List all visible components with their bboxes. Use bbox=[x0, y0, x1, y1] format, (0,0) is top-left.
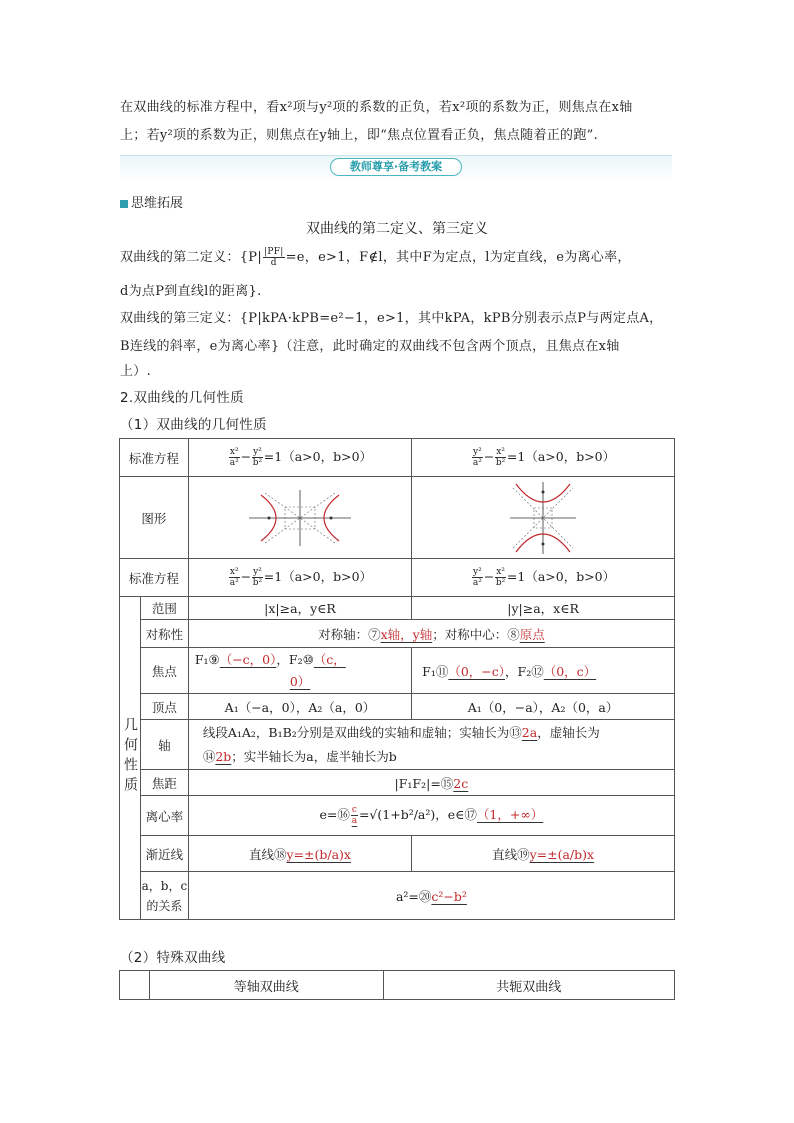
intro-line-1: 在双曲线的标准方程中，看x²项与y²项的系数的正负，若x²项的系数为正，则焦点在x轴 bbox=[120, 100, 633, 115]
square-bullet-icon bbox=[120, 200, 128, 208]
special-col-2: 共轭双曲线 bbox=[383, 971, 674, 1000]
eq1-d1: a² bbox=[229, 458, 239, 468]
table-row bbox=[120, 648, 675, 694]
focus2-answer-1: （0，−c） bbox=[448, 663, 506, 679]
ecc-den: a bbox=[351, 816, 358, 826]
std-label: 标准方程 bbox=[120, 439, 189, 477]
def2-frac-num: |PF| bbox=[264, 247, 284, 257]
focus-y bbox=[412, 648, 675, 694]
eq2b-n1: y² bbox=[473, 567, 482, 577]
ecc-fraction bbox=[351, 805, 358, 826]
ecc-a: e=⑯ bbox=[319, 807, 350, 822]
asym2-answer: y=±(a/b)x bbox=[529, 846, 595, 862]
eq2-tail: =1（a>0，b>0） bbox=[506, 449, 616, 464]
properties-table bbox=[119, 438, 675, 920]
table-row bbox=[120, 597, 675, 620]
eq2-n2: x² bbox=[496, 447, 505, 457]
table-row bbox=[120, 770, 675, 796]
focus1-answer-2b: 0） bbox=[289, 673, 311, 689]
range-x: |x|≥a，y∈R bbox=[188, 597, 411, 620]
intro-line-2: 上；若y²项的系数为正，则焦点在y轴上，即“焦点位置看正负，焦点随着正的跑”. bbox=[120, 128, 599, 143]
ecc-b: =√(1+b²/a²)，e∈⑰ bbox=[358, 807, 477, 822]
group-label bbox=[120, 597, 141, 920]
axis-label: 轴 bbox=[141, 720, 189, 770]
table-row bbox=[120, 559, 675, 597]
eq1b-n2: y² bbox=[253, 567, 262, 577]
heading-2-2: （2）特殊双曲线 bbox=[120, 950, 226, 966]
eq1b-d2: b² bbox=[252, 578, 263, 588]
sym-cell bbox=[188, 620, 674, 648]
focus1-a: F₁⑨ bbox=[194, 651, 220, 667]
special-table bbox=[119, 970, 675, 1000]
table-row bbox=[120, 477, 675, 559]
section-heading bbox=[120, 192, 183, 211]
axis-b: ，虚轴长为 bbox=[537, 724, 600, 740]
axis-a: 线段A₁A₂，B₁B₂分别是双曲线的实轴和虚轴；实轴长为⑬ bbox=[202, 724, 522, 740]
sym-mid: ；对称中心：⑧ bbox=[432, 626, 520, 642]
eq1-n1: x² bbox=[229, 447, 239, 457]
def2-prefix: 双曲线的第二定义：{P| bbox=[120, 250, 262, 265]
section-label: 思维拓展 bbox=[131, 196, 184, 211]
focus1-answer-2a: （c， bbox=[313, 651, 346, 667]
def2-suffix: =e，e>1，F∉l，其中F为定点，l为定直线，e为离心率， bbox=[285, 250, 631, 265]
abc-answer: c²−b² bbox=[431, 888, 467, 904]
special-col-1: 等轴双曲线 bbox=[149, 971, 383, 1000]
graph-label: 图形 bbox=[120, 477, 189, 559]
focus2-a: F₁⑪ bbox=[422, 663, 449, 679]
asym2-a: 直线⑲ bbox=[492, 846, 530, 862]
table-row bbox=[120, 620, 675, 648]
vertex-y: A₁（0，−a），A₂（0，a） bbox=[412, 694, 675, 720]
asym-label: 渐近线 bbox=[141, 836, 189, 872]
focal-a: |F₁F₂|=⑮ bbox=[394, 775, 454, 791]
vertex-x: A₁（−a，0），A₂（a，0） bbox=[188, 694, 411, 720]
axis-answer-2: 2b bbox=[215, 748, 232, 764]
hyperbola-y-figure bbox=[508, 480, 578, 556]
def3-line-2: B连线的斜率，e为离心率}（注意，此时确定的双曲线不包含两个顶点，且焦点在x轴 bbox=[120, 339, 620, 354]
focal-answer: 2c bbox=[453, 775, 469, 791]
eq1b-n1: x² bbox=[229, 567, 239, 577]
table-row bbox=[120, 872, 675, 920]
focus1-answer-1: （−c，0） bbox=[219, 651, 277, 667]
sym-answer-1: x轴，y轴 bbox=[380, 626, 433, 642]
asym1-answer: y=±(b/a)x bbox=[286, 846, 351, 862]
asym-x bbox=[188, 836, 411, 872]
eq1b-tail: =1（a>0，b>0） bbox=[263, 569, 373, 584]
range-y: |y|≥a，x∈R bbox=[412, 597, 675, 620]
def2-line-1 bbox=[120, 246, 631, 268]
table-row bbox=[120, 694, 675, 720]
focus-x bbox=[188, 648, 411, 694]
focus2-answer-2: （0，c） bbox=[543, 663, 597, 679]
table-row bbox=[120, 720, 675, 770]
ecc-num: c bbox=[351, 805, 357, 815]
teacher-banner bbox=[120, 155, 672, 180]
eq2b-n2: x² bbox=[496, 567, 505, 577]
eq2-d1: a² bbox=[472, 458, 482, 468]
ecc-answer: （1，+∞） bbox=[476, 807, 544, 822]
focal-cell bbox=[188, 770, 674, 796]
focus2-b: ，F₂⑫ bbox=[505, 663, 544, 679]
eq1-n2: y² bbox=[253, 447, 262, 457]
axis-answer-1: 2a bbox=[521, 724, 538, 740]
table-row bbox=[120, 439, 675, 477]
banner-label: 教师尊享·备考教案 bbox=[330, 158, 462, 176]
equation-x: $\frac{\text{x²}}{\text{a²}}$ − $\frac{\text{y²}}{\text{b²}}$ =1（a>0，b>0） bbox=[188, 439, 411, 477]
def2-frac-den: d bbox=[270, 258, 277, 268]
equation-y-2: $\frac{\text{y²}}{\text{a²}}$ − $\frac{\text{x²}}{\text{b²}}$ =1（a>0，b>0） bbox=[412, 559, 675, 597]
focus-label: 焦点 bbox=[141, 648, 189, 694]
focus1-b: ，F₂⑩ bbox=[276, 651, 314, 667]
def3-line-3: 上）. bbox=[120, 364, 152, 379]
graph-y-hyperbola bbox=[412, 477, 675, 559]
eq1b-d1: a² bbox=[229, 578, 239, 588]
asym-y bbox=[412, 836, 675, 872]
sym-answer-2: 原点 bbox=[519, 626, 545, 642]
axis-cell bbox=[188, 720, 674, 770]
axis-c: ⑭ bbox=[202, 748, 216, 764]
range-label: 范围 bbox=[141, 597, 189, 620]
asym1-a: 直线⑱ bbox=[248, 846, 287, 862]
equation-y: $\frac{\text{y²}}{\text{a²}}$ − $\frac{\text{x²}}{\text{b²}}$ =1（a>0，b>0） bbox=[412, 439, 675, 477]
ecc-label: 离心率 bbox=[141, 796, 189, 836]
sym-label: 对称性 bbox=[141, 620, 189, 648]
abc-a: a²=⑳ bbox=[395, 888, 432, 904]
eq2-n1: y² bbox=[473, 447, 482, 457]
eq2b-d1: a² bbox=[472, 578, 482, 588]
eq1-tail: =1（a>0，b>0） bbox=[263, 449, 373, 464]
group-label-text: 几何性质 bbox=[122, 716, 138, 797]
ecc-cell bbox=[188, 796, 674, 836]
eq2b-d2: b² bbox=[495, 578, 506, 588]
eq1-d2: b² bbox=[252, 458, 263, 468]
graph-x-hyperbola bbox=[188, 477, 411, 559]
def2-line-2: d为点P到直线l的距离}. bbox=[120, 284, 262, 299]
def2-fraction bbox=[263, 247, 285, 268]
subtitle: 双曲线的第二定义、第三定义 bbox=[306, 221, 488, 237]
sym-prefix: 对称轴：⑦ bbox=[318, 626, 381, 642]
table-row bbox=[120, 971, 675, 1000]
def3-line-1: 双曲线的第三定义：{P|kPA·kPB=e²−1，e>1，其中kPA，kPB分别表示点P与两定点A， bbox=[120, 311, 663, 326]
abc-label-2: 的关系 bbox=[146, 898, 183, 913]
vertex-label: 顶点 bbox=[141, 694, 189, 720]
abc-label bbox=[141, 872, 189, 920]
table-row bbox=[120, 796, 675, 836]
heading-2: 2.双曲线的几何性质 bbox=[120, 390, 244, 406]
axis-d: ；实半轴长为a，虚半轴长为b bbox=[231, 748, 397, 764]
eq2b-tail: =1（a>0，b>0） bbox=[506, 569, 616, 584]
special-blank bbox=[120, 971, 150, 1000]
std-label-2: 标准方程 bbox=[120, 559, 189, 597]
hyperbola-x-figure bbox=[245, 487, 355, 549]
table-row bbox=[120, 836, 675, 872]
abc-cell bbox=[188, 872, 674, 920]
heading-2-1: （1）双曲线的几何性质 bbox=[120, 417, 267, 433]
eq2-d2: b² bbox=[495, 458, 506, 468]
equation-x-2: $\frac{\text{x²}}{\text{a²}}$ − $\frac{\text{y²}}{\text{b²}}$ =1（a>0，b>0） bbox=[188, 559, 411, 597]
focal-label: 焦距 bbox=[141, 770, 189, 796]
abc-label-1: a，b，c bbox=[141, 878, 188, 893]
